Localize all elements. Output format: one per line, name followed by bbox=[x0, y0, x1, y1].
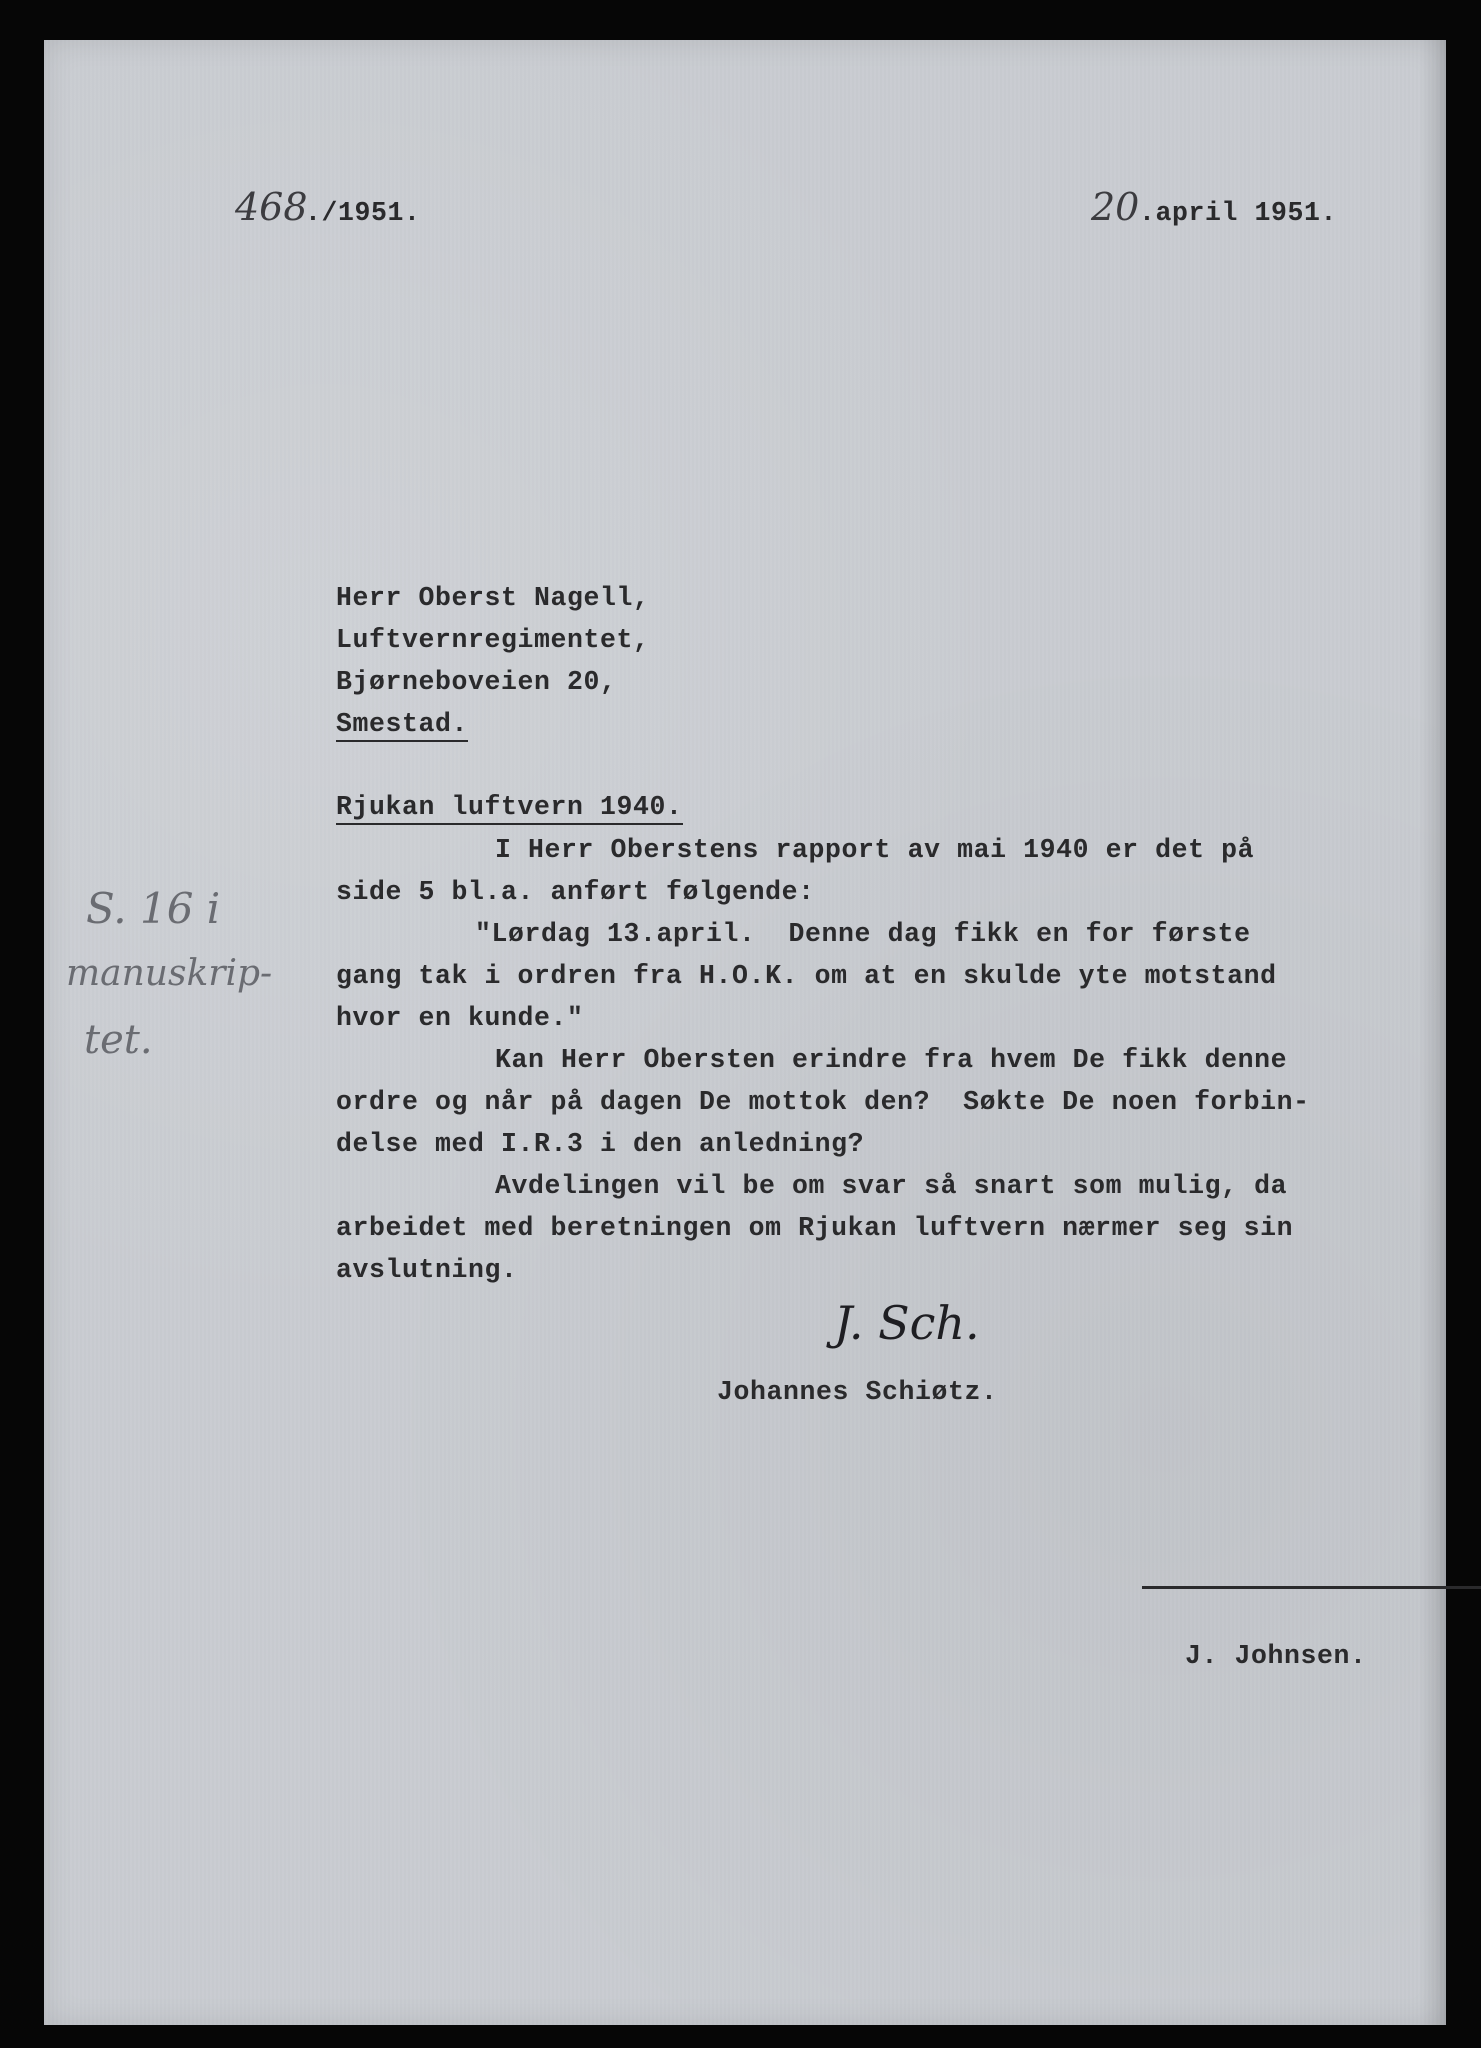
body-line: Avdelingen vil be om svar så snart som mulig, da bbox=[495, 1171, 1288, 1201]
body-line: ordre og når på dagen De mottok den? Søkte De noen forbin- bbox=[336, 1087, 1310, 1117]
sheet-edge-shadow bbox=[1420, 40, 1446, 2025]
margin-note-line: tet. bbox=[84, 1017, 153, 1063]
letter-subject: Rjukan luftvern 1940. bbox=[336, 794, 683, 825]
date-day-handwritten: 20 bbox=[1091, 185, 1140, 229]
recipient-city: Smestad. bbox=[336, 711, 468, 742]
body-line: "Lørdag 13.april. Denne dag fikk en for første bbox=[475, 919, 1251, 949]
date-typed: .april 1951. bbox=[1139, 198, 1338, 228]
signature-rule bbox=[1142, 1586, 1481, 1589]
signatory-name: Johannes Schiøtz. bbox=[717, 1377, 998, 1407]
body-line: Kan Herr Obersten erindre fra hvem De fikk denne bbox=[495, 1045, 1288, 1075]
recipient-unit: Luftvernregimentet, bbox=[336, 625, 650, 655]
footer-signatory: J. Johnsen. bbox=[1185, 1641, 1367, 1671]
signature-initials: J. Sch. bbox=[834, 1296, 980, 1350]
recipient-name: Herr Oberst Nagell, bbox=[336, 583, 650, 613]
body-line: delse med I.R.3 i den anledning? bbox=[336, 1129, 865, 1159]
body-line: I Herr Oberstens rapport av mai 1940 er det på bbox=[495, 835, 1255, 865]
body-line: arbeidet med beretningen om Rjukan luftvern nærmer seg sin bbox=[336, 1213, 1294, 1243]
journal-number-handwritten: 468 bbox=[235, 185, 308, 229]
body-line: side 5 bl.a. anført følgende: bbox=[336, 877, 815, 907]
body-line: hvor en kunde." bbox=[336, 1003, 584, 1033]
letter-sheet bbox=[44, 40, 1446, 2025]
margin-note-line: S. 16 i bbox=[86, 884, 221, 933]
body-line: gang tak i ordren fra H.O.K. om at en skulde yte motstand bbox=[336, 961, 1277, 991]
margin-note-line: manuskrip- bbox=[66, 953, 273, 994]
recipient-street: Bjørneboveien 20, bbox=[336, 667, 617, 697]
journal-number-typed: ./1951. bbox=[305, 198, 421, 228]
body-line: avslutning. bbox=[336, 1255, 518, 1285]
